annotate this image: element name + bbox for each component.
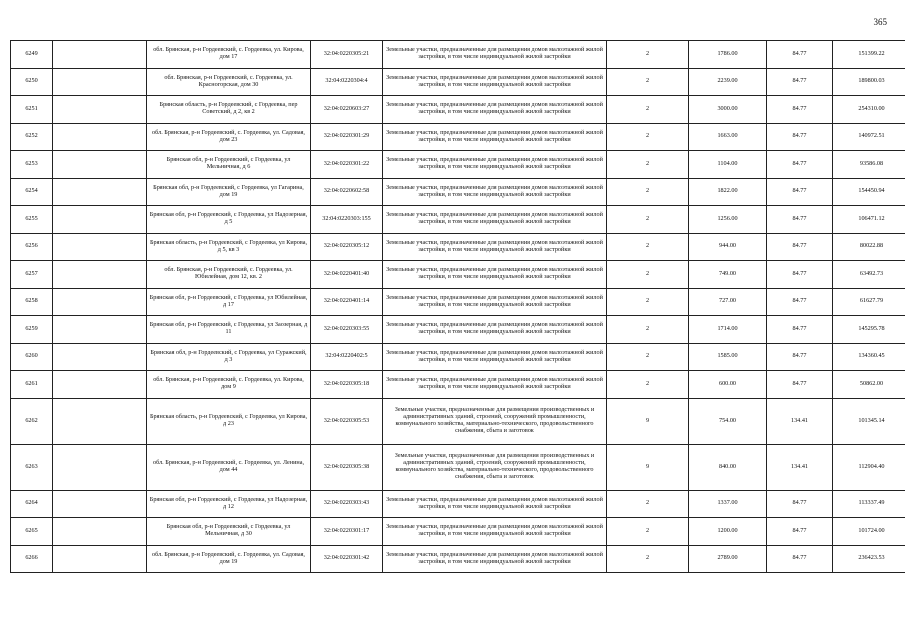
area-cell: 840.00 bbox=[689, 444, 767, 490]
record-number-cell: 6258 bbox=[11, 288, 53, 316]
land-use-cell: Земельные участки, предназначенные для размещения домов малоэтажной жилой застройки, в том числе индивидуальной жилой застройки bbox=[383, 261, 607, 289]
land-use-cell: Земельные участки, предназначенные для размещения домов малоэтажной жилой застройки, в том числе индивидуальной жилой застройки bbox=[383, 233, 607, 261]
cadastral-value-cell: 154450.94 bbox=[833, 178, 905, 206]
address-cell: Брянская область, р-н Гордеевский, с Гордеевка, пер Советский, д 2, кв 2 bbox=[147, 96, 311, 124]
record-number-cell: 6260 bbox=[11, 343, 53, 371]
land-use-cell: Земельные участки, предназначенные для размещения домов малоэтажной жилой застройки, в том числе индивидуальной жилой застройки bbox=[383, 41, 607, 69]
cadastral-value-cell: 93586.08 bbox=[833, 151, 905, 179]
blank-cell bbox=[53, 151, 147, 179]
specific-value-cell: 134.41 bbox=[767, 444, 833, 490]
blank-cell bbox=[53, 398, 147, 444]
use-group-cell: 2 bbox=[607, 206, 689, 234]
address-cell: Брянская обл, р-н Гордеевский, с Гордеевка, ул Юбилейная, д 17 bbox=[147, 288, 311, 316]
record-number-cell: 6251 bbox=[11, 96, 53, 124]
use-group-cell: 2 bbox=[607, 96, 689, 124]
cadastral-value-cell: 61627.79 bbox=[833, 288, 905, 316]
cadastral-number-cell: 32:04:0220401:40 bbox=[311, 261, 383, 289]
blank-cell bbox=[53, 316, 147, 344]
cadastral-number-cell: 32:04:0220305:12 bbox=[311, 233, 383, 261]
cadastral-value-cell: 145295.78 bbox=[833, 316, 905, 344]
area-cell: 1104.00 bbox=[689, 151, 767, 179]
specific-value-cell: 84.77 bbox=[767, 123, 833, 151]
blank-cell bbox=[53, 343, 147, 371]
cadastral-number-cell: 32:04:0220301:22 bbox=[311, 151, 383, 179]
cadastral-value-cell: 101345.14 bbox=[833, 398, 905, 444]
blank-cell bbox=[53, 261, 147, 289]
use-group-cell: 2 bbox=[607, 151, 689, 179]
cadastral-value-cell: 254310.00 bbox=[833, 96, 905, 124]
blank-cell bbox=[53, 41, 147, 69]
cadastral-number-cell: 32:04:0220301:42 bbox=[311, 545, 383, 573]
blank-cell bbox=[53, 371, 147, 399]
area-cell: 600.00 bbox=[689, 371, 767, 399]
use-group-cell: 2 bbox=[607, 288, 689, 316]
table-row bbox=[11, 444, 905, 490]
area-cell: 1585.00 bbox=[689, 343, 767, 371]
address-cell: Брянская обл, р-н Гордеевский, с Гордеевка, ул Гагарина, дом 19 bbox=[147, 178, 311, 206]
land-use-cell: Земельные участки, предназначенные для размещения домов малоэтажной жилой застройки, в том числе индивидуальной жилой застройки bbox=[383, 490, 607, 518]
cadastral-number-cell: 32:04:0220401:14 bbox=[311, 288, 383, 316]
record-number-cell: 6264 bbox=[11, 490, 53, 518]
address-cell: обл. Брянская, р-н Гордеевский, с. Гордеевка, ул. Кирова, дом 17 bbox=[147, 41, 311, 69]
use-group-cell: 2 bbox=[607, 233, 689, 261]
address-cell: Брянская обл, р-н Гордеевский, с Гордеевка, ул Надозерная, д 12 bbox=[147, 490, 311, 518]
table-row bbox=[11, 233, 905, 261]
cadastral-number-cell: 32:04:0220603:27 bbox=[311, 96, 383, 124]
specific-value-cell: 84.77 bbox=[767, 316, 833, 344]
record-number-cell: 6266 bbox=[11, 545, 53, 573]
record-number-cell: 6254 bbox=[11, 178, 53, 206]
land-use-cell: Земельные участки, предназначенные для размещения производственных и административных зданий, строений, сооружений промышленности, коммунального хозяйства, материально-технического, продовольственного снабжения, сбыта и заготовок bbox=[383, 398, 607, 444]
table-row bbox=[11, 41, 905, 69]
specific-value-cell: 84.77 bbox=[767, 371, 833, 399]
cadastral-number-cell: 32:04:0220303:55 bbox=[311, 316, 383, 344]
address-cell: Брянская обл, р-н Гордеевский, с Гордеевка, ул Заозерная, д 11 bbox=[147, 316, 311, 344]
use-group-cell: 2 bbox=[607, 261, 689, 289]
area-cell: 1200.00 bbox=[689, 518, 767, 546]
area-cell: 1822.00 bbox=[689, 178, 767, 206]
cadastral-value-cell: 106471.12 bbox=[833, 206, 905, 234]
address-cell: обл. Брянская, р-н Гордеевский, с. Гордеевка, ул. Юбилейная, дом 12, кв. 2 bbox=[147, 261, 311, 289]
table-row bbox=[11, 261, 905, 289]
table-row bbox=[11, 316, 905, 344]
record-number-cell: 6262 bbox=[11, 398, 53, 444]
use-group-cell: 2 bbox=[607, 545, 689, 573]
blank-cell bbox=[53, 123, 147, 151]
cadastral-value-table bbox=[10, 40, 905, 573]
cadastral-number-cell: 32:04:0220305:21 bbox=[311, 41, 383, 69]
address-cell: Брянская область, р-н Гордеевский, с Гордеевка, ул Кирова, д 23 bbox=[147, 398, 311, 444]
address-cell: обл. Брянская, р-н Гордеевский, с. Гордеевка, ул. Кирова, дом 9 bbox=[147, 371, 311, 399]
blank-cell bbox=[53, 178, 147, 206]
area-cell: 1663.00 bbox=[689, 123, 767, 151]
area-cell: 2789.00 bbox=[689, 545, 767, 573]
cadastral-value-cell: 151399.22 bbox=[833, 41, 905, 69]
use-group-cell: 2 bbox=[607, 518, 689, 546]
area-cell: 749.00 bbox=[689, 261, 767, 289]
address-cell: Брянская обл, р-н Гордеевский, с Гордеевка, ул Суражский, д 3 bbox=[147, 343, 311, 371]
area-cell: 1337.00 bbox=[689, 490, 767, 518]
blank-cell bbox=[53, 444, 147, 490]
cadastral-number-cell: 32:04:0220303:43 bbox=[311, 490, 383, 518]
area-cell: 1786.00 bbox=[689, 41, 767, 69]
table-row bbox=[11, 68, 905, 96]
use-group-cell: 2 bbox=[607, 371, 689, 399]
cadastral-number-cell: 32:04:0220303:155 bbox=[311, 206, 383, 234]
address-cell: Брянская область, р-н Гордеевский, с Гордеевка, ул Кирова, д 5, кв 3 bbox=[147, 233, 311, 261]
cadastral-value-cell: 50862.00 bbox=[833, 371, 905, 399]
specific-value-cell: 84.77 bbox=[767, 206, 833, 234]
cadastral-value-cell: 134360.45 bbox=[833, 343, 905, 371]
cadastral-number-cell: 32:04:0220304:4 bbox=[311, 68, 383, 96]
table-row bbox=[11, 343, 905, 371]
blank-cell bbox=[53, 490, 147, 518]
specific-value-cell: 84.77 bbox=[767, 178, 833, 206]
cadastral-value-cell: 189800.03 bbox=[833, 68, 905, 96]
use-group-cell: 2 bbox=[607, 68, 689, 96]
use-group-cell: 2 bbox=[607, 316, 689, 344]
address-cell: обл. Брянская, р-н Гордеевский, с. Гордеевка, ул. Садовая, дом 19 bbox=[147, 545, 311, 573]
area-cell: 2239.00 bbox=[689, 68, 767, 96]
land-use-cell: Земельные участки, предназначенные для размещения домов малоэтажной жилой застройки, в том числе индивидуальной жилой застройки bbox=[383, 371, 607, 399]
table-row bbox=[11, 96, 905, 124]
blank-cell bbox=[53, 68, 147, 96]
table-row bbox=[11, 123, 905, 151]
land-use-cell: Земельные участки, предназначенные для размещения производственных и административных зданий, строений, сооружений промышленности, коммунального хозяйства, материально-технического, продовольственного снабжения, сбыта и заготовок bbox=[383, 444, 607, 490]
land-use-cell: Земельные участки, предназначенные для размещения домов малоэтажной жилой застройки, в том числе индивидуальной жилой застройки bbox=[383, 123, 607, 151]
cadastral-number-cell: 32:04:0220301:17 bbox=[311, 518, 383, 546]
area-cell: 1256.00 bbox=[689, 206, 767, 234]
blank-cell bbox=[53, 545, 147, 573]
use-group-cell: 2 bbox=[607, 123, 689, 151]
use-group-cell: 9 bbox=[607, 444, 689, 490]
record-number-cell: 6257 bbox=[11, 261, 53, 289]
address-cell: Брянская обл, р-н Гордеевский, с Гордеевка, ул Надозерная, д 5 bbox=[147, 206, 311, 234]
use-group-cell: 2 bbox=[607, 41, 689, 69]
table-body bbox=[11, 41, 905, 573]
cadastral-value-cell: 112904.40 bbox=[833, 444, 905, 490]
land-use-cell: Земельные участки, предназначенные для размещения домов малоэтажной жилой застройки, в том числе индивидуальной жилой застройки bbox=[383, 343, 607, 371]
area-cell: 754.00 bbox=[689, 398, 767, 444]
address-cell: Брянская обл, р-н Гордеевский, с Гордеевка, ул Мельничная, д 6 bbox=[147, 151, 311, 179]
use-group-cell: 2 bbox=[607, 178, 689, 206]
specific-value-cell: 84.77 bbox=[767, 151, 833, 179]
table-row bbox=[11, 288, 905, 316]
land-use-cell: Земельные участки, предназначенные для размещения домов малоэтажной жилой застройки, в том числе индивидуальной жилой застройки bbox=[383, 545, 607, 573]
cadastral-value-cell: 63492.73 bbox=[833, 261, 905, 289]
record-number-cell: 6253 bbox=[11, 151, 53, 179]
record-number-cell: 6252 bbox=[11, 123, 53, 151]
area-cell: 727.00 bbox=[689, 288, 767, 316]
table-row bbox=[11, 371, 905, 399]
record-number-cell: 6256 bbox=[11, 233, 53, 261]
record-number-cell: 6250 bbox=[11, 68, 53, 96]
land-use-cell: Земельные участки, предназначенные для размещения домов малоэтажной жилой застройки, в том числе индивидуальной жилой застройки bbox=[383, 178, 607, 206]
record-number-cell: 6249 bbox=[11, 41, 53, 69]
specific-value-cell: 84.77 bbox=[767, 233, 833, 261]
record-number-cell: 6261 bbox=[11, 371, 53, 399]
specific-value-cell: 84.77 bbox=[767, 343, 833, 371]
blank-cell bbox=[53, 233, 147, 261]
table-row bbox=[11, 151, 905, 179]
use-group-cell: 2 bbox=[607, 490, 689, 518]
address-cell: обл. Брянская, р-н Гордеевский, с. Гордеевка, ул. Красногорская, дом 30 bbox=[147, 68, 311, 96]
use-group-cell: 2 bbox=[607, 343, 689, 371]
specific-value-cell: 84.77 bbox=[767, 490, 833, 518]
specific-value-cell: 84.77 bbox=[767, 41, 833, 69]
cadastral-value-cell: 101724.00 bbox=[833, 518, 905, 546]
land-use-cell: Земельные участки, предназначенные для размещения домов малоэтажной жилой застройки, в том числе индивидуальной жилой застройки bbox=[383, 518, 607, 546]
table-row bbox=[11, 518, 905, 546]
land-use-cell: Земельные участки, предназначенные для размещения домов малоэтажной жилой застройки, в том числе индивидуальной жилой застройки bbox=[383, 68, 607, 96]
cadastral-number-cell: 32:04:0220402:5 bbox=[311, 343, 383, 371]
table-row bbox=[11, 178, 905, 206]
table-row bbox=[11, 545, 905, 573]
record-number-cell: 6259 bbox=[11, 316, 53, 344]
specific-value-cell: 134.41 bbox=[767, 398, 833, 444]
area-cell: 3000.00 bbox=[689, 96, 767, 124]
cadastral-value-cell: 80022.88 bbox=[833, 233, 905, 261]
specific-value-cell: 84.77 bbox=[767, 545, 833, 573]
page-number: 365 bbox=[873, 17, 887, 27]
cadastral-value-cell: 140972.51 bbox=[833, 123, 905, 151]
cadastral-number-cell: 32:04:0220602:58 bbox=[311, 178, 383, 206]
specific-value-cell: 84.77 bbox=[767, 96, 833, 124]
blank-cell bbox=[53, 206, 147, 234]
specific-value-cell: 84.77 bbox=[767, 288, 833, 316]
cadastral-value-cell: 113337.49 bbox=[833, 490, 905, 518]
blank-cell bbox=[53, 96, 147, 124]
specific-value-cell: 84.77 bbox=[767, 261, 833, 289]
cadastral-number-cell: 32:04:0220305:53 bbox=[311, 398, 383, 444]
land-use-cell: Земельные участки, предназначенные для размещения домов малоэтажной жилой застройки, в том числе индивидуальной жилой застройки bbox=[383, 151, 607, 179]
use-group-cell: 9 bbox=[607, 398, 689, 444]
land-use-cell: Земельные участки, предназначенные для размещения домов малоэтажной жилой застройки, в том числе индивидуальной жилой застройки bbox=[383, 288, 607, 316]
address-cell: Брянская обл, р-н Гордеевский, с Гордеевка, ул Мельничная, д 30 bbox=[147, 518, 311, 546]
table-row bbox=[11, 490, 905, 518]
area-cell: 1714.00 bbox=[689, 316, 767, 344]
area-cell: 944.00 bbox=[689, 233, 767, 261]
table-row bbox=[11, 398, 905, 444]
cadastral-number-cell: 32:04:0220301:29 bbox=[311, 123, 383, 151]
land-use-cell: Земельные участки, предназначенные для размещения домов малоэтажной жилой застройки, в том числе индивидуальной жилой застройки bbox=[383, 206, 607, 234]
blank-cell bbox=[53, 518, 147, 546]
record-number-cell: 6265 bbox=[11, 518, 53, 546]
address-cell: обл. Брянская, р-н Гордеевский, с. Гордеевка, ул. Ленина, дом 44 bbox=[147, 444, 311, 490]
record-number-cell: 6263 bbox=[11, 444, 53, 490]
blank-cell bbox=[53, 288, 147, 316]
cadastral-number-cell: 32:04:0220305:38 bbox=[311, 444, 383, 490]
cadastral-number-cell: 32:04:0220305:18 bbox=[311, 371, 383, 399]
land-use-cell: Земельные участки, предназначенные для размещения домов малоэтажной жилой застройки, в том числе индивидуальной жилой застройки bbox=[383, 316, 607, 344]
record-number-cell: 6255 bbox=[11, 206, 53, 234]
address-cell: обл. Брянская, р-н Гордеевский, с. Гордеевка, ул. Садовая, дом 23 bbox=[147, 123, 311, 151]
table-row bbox=[11, 206, 905, 234]
specific-value-cell: 84.77 bbox=[767, 518, 833, 546]
land-use-cell: Земельные участки, предназначенные для размещения домов малоэтажной жилой застройки, в том числе индивидуальной жилой застройки bbox=[383, 96, 607, 124]
cadastral-value-cell: 236423.53 bbox=[833, 545, 905, 573]
specific-value-cell: 84.77 bbox=[767, 68, 833, 96]
